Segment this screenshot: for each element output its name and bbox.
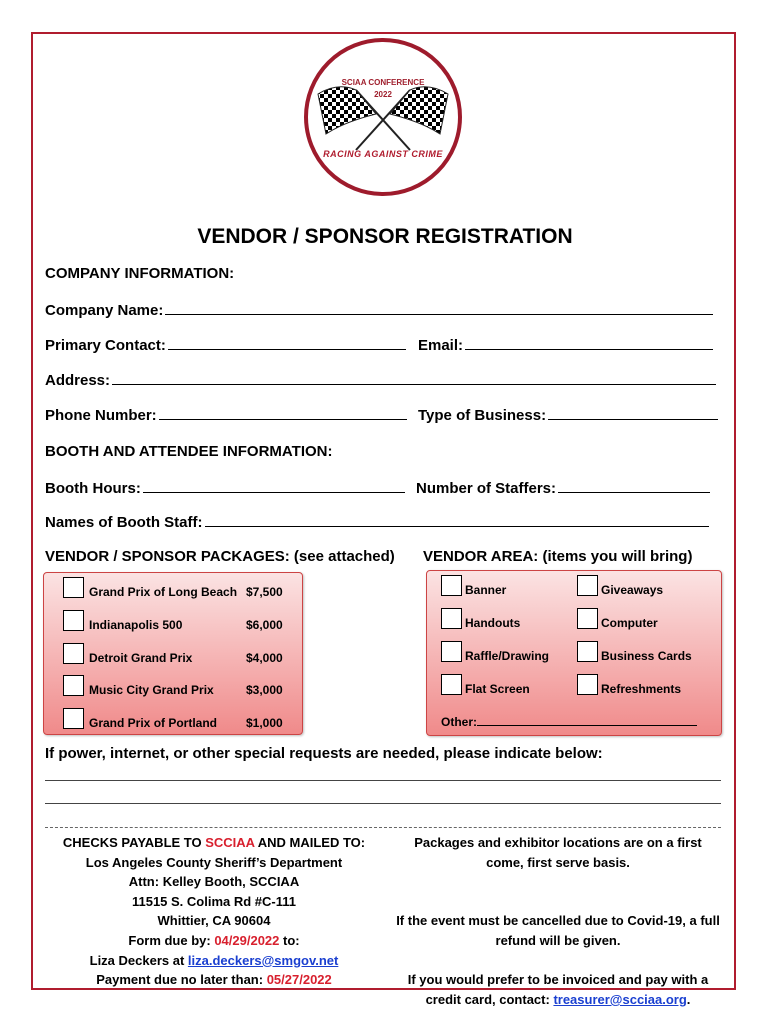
vendor-area-heading: VENDOR AREA: (items you will bring) (423, 548, 693, 565)
vendor-item-label: Business Cards (601, 649, 692, 663)
invoice-note: If you would prefer to be invoiced and pay with a credit card, contact: treasurer@scciaa.org. (407, 972, 709, 1007)
package-checkbox[interactable] (63, 643, 84, 664)
business-type-label: Type of Business: (418, 407, 547, 424)
package-name: Detroit Grand Prix (89, 651, 193, 665)
divider (45, 827, 721, 828)
package-checkbox[interactable] (63, 675, 84, 696)
package-price: $6,000 (246, 618, 283, 632)
address-line-1: Los Angeles County Sheriff’s Department (85, 854, 343, 870)
package-name: Grand Prix of Long Beach (89, 585, 238, 599)
vendor-item-label: Computer (601, 616, 658, 630)
phone-field[interactable] (45, 407, 407, 424)
phone-line[interactable] (159, 418, 407, 420)
package-name: Indianapolis 500 (89, 618, 183, 632)
vendor-other-line[interactable] (477, 725, 697, 726)
primary-contact-label: Primary Contact: (45, 337, 166, 354)
booth-hours-line[interactable] (143, 491, 405, 493)
address-field[interactable] (45, 372, 716, 389)
primary-contact-field[interactable] (45, 337, 406, 354)
conference-logo (304, 38, 462, 196)
vendor-item-label: Banner (465, 583, 507, 597)
vendor-item-checkbox[interactable] (577, 641, 598, 662)
vendor-item-label: Handouts (465, 616, 521, 630)
package-checkbox[interactable] (63, 610, 84, 631)
special-requests-line[interactable] (45, 780, 721, 781)
address-line-3: 11515 S. Colima Rd #C-111 (131, 893, 297, 909)
payable-org: SCCIAA (205, 835, 255, 850)
covid-note: If the event must be cancelled due to Covid-19, a full refund will be given. (396, 913, 720, 948)
vendor-item-checkbox[interactable] (441, 608, 462, 629)
vendor-other-field[interactable] (441, 715, 697, 729)
payment-due-line: Payment due no later than: 05/27/2022 (96, 972, 332, 988)
vendor-item-label: Giveaways (601, 583, 664, 597)
booth-hours-field[interactable] (45, 480, 405, 497)
business-type-field[interactable] (418, 407, 718, 424)
email-label: Email: (418, 337, 464, 354)
company-section-heading: COMPANY INFORMATION: (45, 265, 235, 282)
vendor-item-checkbox[interactable] (577, 608, 598, 629)
address-line-2: Attn: Kelley Booth, SCCIAA (128, 874, 300, 890)
company-name-line[interactable] (165, 313, 713, 315)
page-title: VENDOR / SPONSOR REGISTRATION (197, 225, 573, 248)
booth-section-heading: BOOTH AND ATTENDEE INFORMATION: (45, 443, 333, 460)
vendor-item-label: Raffle/Drawing (465, 649, 550, 663)
checkered-flags-icon (308, 42, 458, 192)
booth-staff-field[interactable] (45, 514, 709, 531)
address-line[interactable] (112, 383, 716, 385)
address-line-4: Whittier, CA 90604 (157, 913, 271, 929)
package-price: $7,500 (246, 585, 283, 599)
package-price: $1,000 (246, 716, 283, 730)
phone-label: Phone Number: (45, 407, 157, 424)
package-price: $3,000 (246, 683, 283, 697)
payment-due-date: 05/27/2022 (266, 972, 332, 988)
contact-line: Liza Deckers at liza.deckers@smgov.net (89, 952, 339, 968)
registration-notes (392, 833, 724, 1010)
logo-conference-text: SCIAA CONFERENCE (341, 78, 425, 87)
vendor-item-checkbox[interactable] (441, 575, 462, 596)
vendor-other-label: Other: (441, 715, 477, 729)
package-checkbox[interactable] (63, 577, 84, 598)
primary-contact-line[interactable] (168, 348, 406, 350)
package-price: $4,000 (246, 651, 283, 665)
vendor-item-checkbox[interactable] (577, 575, 598, 596)
package-checkbox[interactable] (63, 708, 84, 729)
package-name: Grand Prix of Portland (89, 716, 218, 730)
mailing-instructions (44, 833, 384, 990)
booth-staff-label: Names of Booth Staff: (45, 514, 203, 531)
vendor-item-label: Refreshments (601, 682, 682, 696)
address-label: Address: (45, 372, 111, 389)
logo-tagline: RACING AGAINST CRIME (323, 149, 443, 159)
form-due-date: 04/29/2022 (214, 932, 280, 948)
first-serve-note: Packages and exhibitor locations are on a first come, first serve basis. (414, 835, 702, 870)
packages-box (43, 572, 303, 735)
company-name-field[interactable] (45, 302, 713, 319)
email-field[interactable] (418, 337, 713, 354)
vendor-item-label: Flat Screen (465, 682, 530, 696)
special-requests-label: If power, internet, or other special requests are needed, please indicate below: (45, 745, 603, 762)
company-name-label: Company Name: (45, 302, 164, 319)
staffers-label: Number of Staffers: (416, 480, 557, 497)
package-name: Music City Grand Prix (89, 683, 214, 697)
logo-year-text: 2022 (374, 90, 392, 99)
staffers-line[interactable] (558, 491, 710, 493)
vendor-item-checkbox[interactable] (441, 674, 462, 695)
booth-staff-line[interactable] (205, 525, 709, 527)
payable-line: CHECKS PAYABLE TO SCCIAA AND MAILED TO: (62, 835, 366, 850)
vendor-area-box (426, 570, 722, 736)
vendor-item-checkbox[interactable] (577, 674, 598, 695)
contact-email-link[interactable]: liza.deckers@smgov.net (187, 952, 339, 968)
email-line[interactable] (465, 348, 713, 350)
booth-hours-label: Booth Hours: (45, 480, 141, 497)
special-requests-line[interactable] (45, 803, 721, 804)
staffers-field[interactable] (416, 480, 710, 497)
treasurer-email-link[interactable]: treasurer@scciaa.org (553, 991, 687, 1007)
form-due-line: Form due by: 04/29/2022 to: (128, 932, 300, 948)
business-type-line[interactable] (548, 418, 718, 420)
vendor-item-checkbox[interactable] (441, 641, 462, 662)
packages-heading: VENDOR / SPONSOR PACKAGES: (see attached) (45, 548, 395, 565)
